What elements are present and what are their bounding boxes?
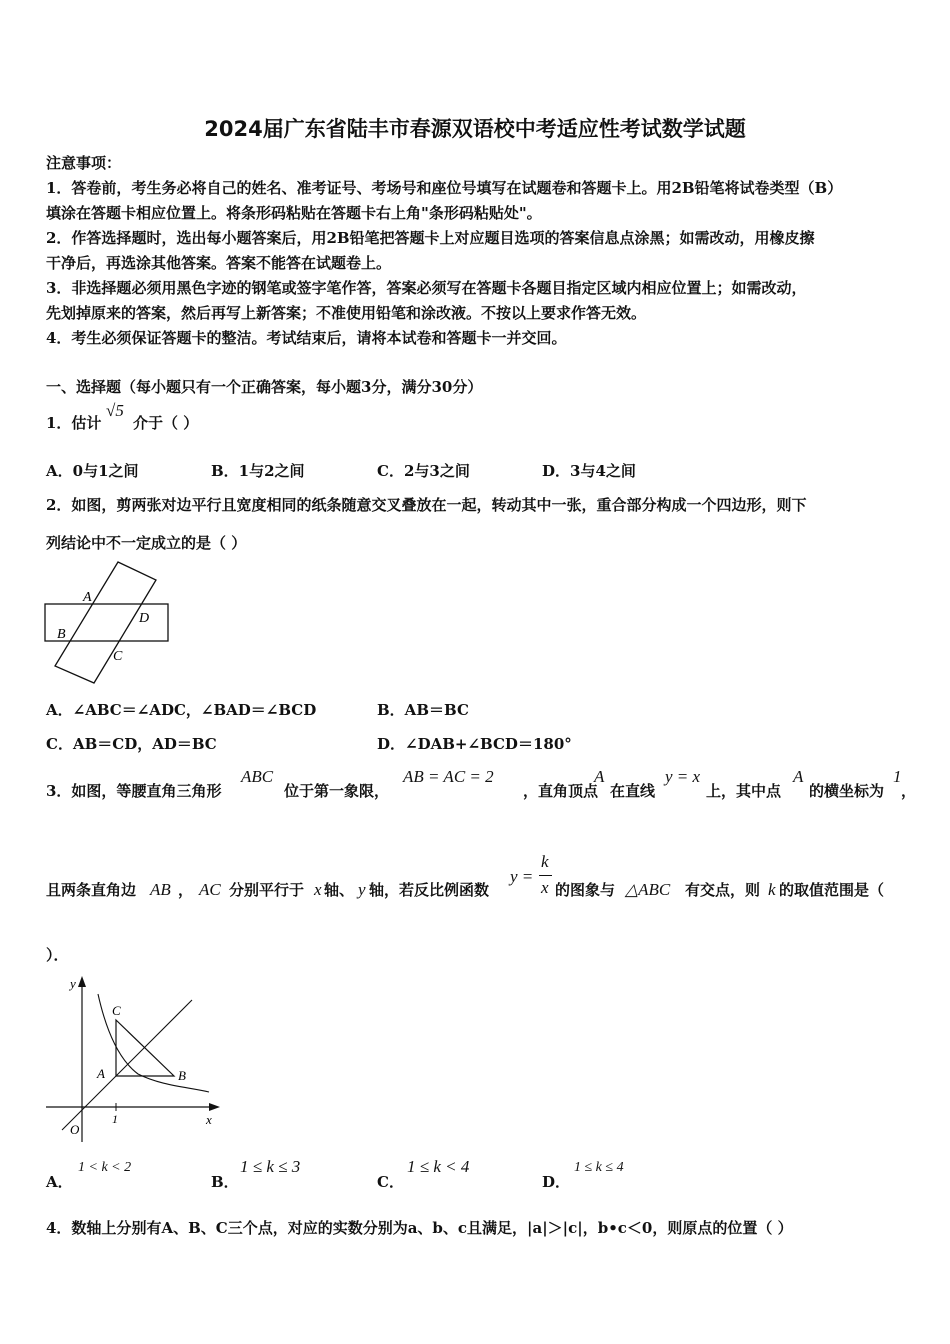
question-3-text: 分别平行于 <box>229 881 305 899</box>
q3-option-a-letter[interactable]: A． <box>46 1173 73 1191</box>
math-a: A <box>793 767 804 786</box>
notice-heading: 注意事项： <box>46 154 122 172</box>
figure-label-b: B <box>178 1068 186 1083</box>
notice-line: 先划掉原来的答案，然后再写上新答案；不准使用铅笔和涂改液。不按以上要求作答无效。 <box>46 304 647 322</box>
notice-line: 3．非选择题必须用黑色字迹的钢笔或签字笔作答，答案必须写在答题卡各题目指定区域内相应位置上；如需改动， <box>46 279 807 297</box>
q2-option-c[interactable]: C．AB＝CD，AD＝BC <box>46 735 217 753</box>
q2-option-b[interactable]: B．AB＝BC <box>377 701 469 719</box>
question-3-text: 上，其中点 <box>706 782 782 800</box>
math-ab: AB <box>150 880 171 899</box>
fraction-denominator: x <box>541 878 549 897</box>
math-triangle-abc: △ABC <box>625 880 671 899</box>
question-3-text: 在直线 <box>610 782 656 800</box>
q2-option-a[interactable]: A．∠ABC＝∠ADC，∠BAD＝∠BCD <box>46 701 317 719</box>
notice-line: 2．作答选择题时，选出每小题答案后，用2B铅笔把答题卡上对应题目选项的答案信息点涂黑；如需改动，用橡皮擦 <box>46 229 815 247</box>
math-y: y <box>358 880 366 899</box>
sqrt-five: √5 <box>106 401 124 420</box>
axis-label-x: x <box>206 1112 212 1127</box>
fraction-y-equals: y = <box>510 867 534 886</box>
q3-option-c-letter[interactable]: C． <box>377 1173 404 1191</box>
notice-line: 干净后，再选涂其他答案。答案不能答在试题卷上。 <box>46 254 392 272</box>
figure-label-a: A <box>83 590 92 605</box>
question-3-text: 有交点，则 <box>685 881 761 899</box>
math-x: x <box>314 880 322 899</box>
question-3-text: ， <box>178 881 194 899</box>
notice-line: 1．答卷前，考生务必将自己的姓名、准考证号、考场号和座位号填写在试题卷和答题卡上。用2B铅笔将试卷类型（B） <box>46 179 843 197</box>
figure-label-a: A <box>97 1066 105 1081</box>
q1-option-c[interactable]: C．2与3之间 <box>377 462 470 480</box>
fraction-numerator: k <box>541 852 549 871</box>
paper-strips-figure <box>40 556 180 688</box>
math-ac: AC <box>199 880 221 899</box>
question-3-text: ， <box>901 782 917 800</box>
question-2-line: 列结论中不一定成立的是（ ） <box>46 534 247 552</box>
math-a: A <box>594 767 605 786</box>
q3-option-d-expr: 1 ≤ k ≤ 4 <box>574 1160 624 1175</box>
q2-option-d[interactable]: D．∠DAB+∠BCD＝180° <box>377 735 572 753</box>
section-heading: 一、选择题（每小题只有一个正确答案，每小题3分，满分30分） <box>46 378 483 396</box>
math-one: 1 <box>893 767 902 786</box>
origin-label: O <box>70 1122 80 1137</box>
question-3-text: 且两条直角边 <box>46 881 137 899</box>
math-ab-ac: AB = AC = 2 <box>403 767 494 786</box>
question-3-text: ，直角顶点 <box>523 782 599 800</box>
tick-label-one: 1 <box>112 1112 118 1126</box>
math-abc: ABC <box>241 767 274 786</box>
page-title: 2024届广东省陆丰市春源双语校中考适应性考试数学试题 <box>204 117 746 141</box>
q3-option-b-letter[interactable]: B． <box>211 1173 239 1191</box>
figure-label-c: C <box>113 649 123 664</box>
q3-option-c-expr: 1 ≤ k < 4 <box>407 1157 470 1176</box>
question-3-text: 轴、 <box>324 881 355 899</box>
figure-label-d: D <box>139 611 150 626</box>
coordinate-figure <box>42 972 228 1147</box>
math-k: k <box>768 880 776 899</box>
q1-option-a[interactable]: A．0与1之间 <box>46 462 139 480</box>
question-3-text: 位于第一象限， <box>284 782 390 800</box>
fraction-bar <box>539 875 552 876</box>
q1-option-b[interactable]: B．1与2之间 <box>211 462 305 480</box>
notice-line: 4．考生必须保证答题卡的整洁。考试结束后，请将本试卷和答题卡一并交回。 <box>46 329 567 347</box>
question-3-text: 的图象与 <box>555 881 616 899</box>
figure-label-c: C <box>112 1003 121 1018</box>
question-1-prefix: 1．估计 <box>46 414 102 432</box>
question-3-text: 的取值范围是（ <box>779 881 885 899</box>
question-3-text: ）． <box>46 946 69 964</box>
q3-option-d-letter[interactable]: D． <box>542 1173 571 1191</box>
question-3-text: 的横坐标为 <box>809 782 885 800</box>
question-2-line: 2．如图，剪两张对边平行且宽度相同的纸条随意交叉叠放在一起，转动其中一张，重合部分构成一个四边形，则下 <box>46 496 807 514</box>
question-3-text: 轴，若反比例函数 <box>369 881 490 899</box>
question-1-suffix: 介于（ ） <box>133 414 199 432</box>
figure-label-b: B <box>57 627 66 642</box>
question-3-text: 3．如图，等腰直角三角形 <box>46 782 222 800</box>
axis-label-y: y <box>70 976 76 991</box>
q3-option-a-expr: 1 < k < 2 <box>78 1160 132 1175</box>
question-4-text: 4．数轴上分别有A、B、C三个点，对应的实数分别为a、b、c且满足，|a|＞|c|，b•c＜0，则原点的位置（ ） <box>46 1219 793 1237</box>
q1-option-d[interactable]: D．3与4之间 <box>542 462 636 480</box>
q3-option-b-expr: 1 ≤ k ≤ 3 <box>240 1157 301 1176</box>
notice-line: 填涂在答题卡相应位置上。将条形码粘贴在答题卡右上角"条形码粘贴处"。 <box>46 204 542 222</box>
math-line: y = x <box>665 767 701 786</box>
